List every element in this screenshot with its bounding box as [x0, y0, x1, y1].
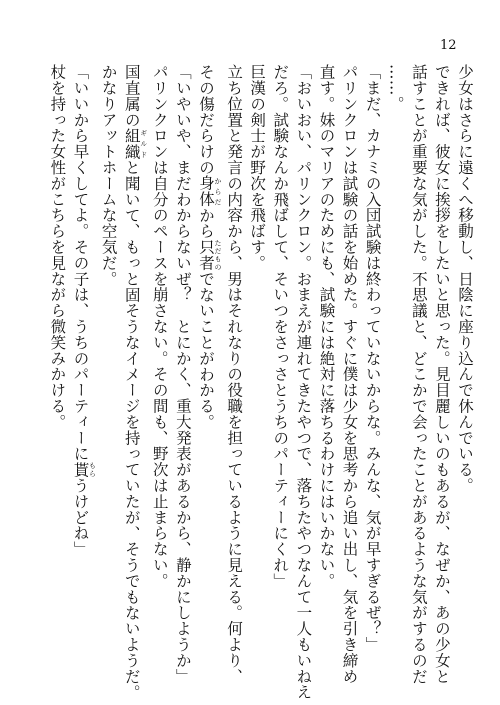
furigana-ruby [71, 461, 97, 478]
text-line: 国直属の組織 ギルドと聞いて、もっと固そうなイメージを持っていたが、そうでもないようだ。 [122, 64, 148, 701]
ruby-base: 身体 [196, 175, 215, 208]
text-line: 巨漢の剣士が野次を飛ばす。 [248, 64, 267, 271]
ruby-reading: からだ [213, 175, 222, 208]
text-line: 「いやいや、まだわからないぜ？ とにかく、重大発表があるから、静かにしようか」 [173, 64, 192, 685]
text-line: 「いいから早くしてよ。その子は、うちのパーティーに貰 もらうけどね」 [71, 64, 97, 557]
text-line: 少女はさらに遠くへ移動し、日陰に座り込んで休んでいる。 [456, 64, 474, 494]
furigana-ruby [122, 127, 148, 160]
ruby-reading: ギルド [139, 127, 148, 160]
text-line: 杖を持った女性がこちらを見ながら微笑みかける。 [48, 64, 67, 430]
text-line: パリンクロンは自分のペースを崩さない。その間も、野次は止まらない。 [150, 64, 169, 589]
text-line: 立ち位置と発言の内容から、男はそれなりの役職を担っているように見える。何より、 [225, 64, 244, 685]
text-line: できれば、彼女に挨拶をしたいと思った。見目麗しいのもあるが、なぜか、あの少女と [432, 64, 451, 685]
text-line: その傷だらけの身体 からだから只者 ただものでないことがわかる。 [196, 64, 222, 430]
text-line: 「まだ、カナミの入団試験は終わっていないからな。みんな、気が早すぎるぜ？」 [363, 64, 382, 653]
body-text [16, 64, 476, 704]
ruby-reading: ただもの [213, 238, 222, 271]
furigana-ruby [196, 238, 222, 271]
furigana-ruby [196, 175, 222, 208]
text-line: 直す。妹のマリアのためにも、試験には絶対に落ちるわけにはいかない。 [317, 64, 336, 589]
ruby-reading: もら [88, 461, 97, 478]
page-number: 12 [440, 38, 457, 53]
text-line: だろ。試験なんか飛ばして、そいつをさっさとうちのパーティーにくれ」 [271, 64, 290, 589]
text-line: かなりアットホームな空気だ。 [99, 64, 118, 287]
ruby-base: 組織 [122, 127, 141, 160]
ruby-base: 只者 [196, 238, 215, 271]
text-line: 話すことが重要な気がした。不思議と、どこかで会ったことがあるような気がするのだ [409, 64, 428, 685]
text-line: ……。 [386, 64, 405, 112]
text-line: パリンクロンは試験の話を始めた。すぐに僕は少女を思考から追い出し、気を引き締め [340, 64, 359, 685]
text-line: 「おいおい、パリンクロン。おまえが連れてきたやつで、落ちたやつなんて一人もいねえ [294, 64, 313, 700]
ruby-base: 貰 [71, 461, 90, 478]
